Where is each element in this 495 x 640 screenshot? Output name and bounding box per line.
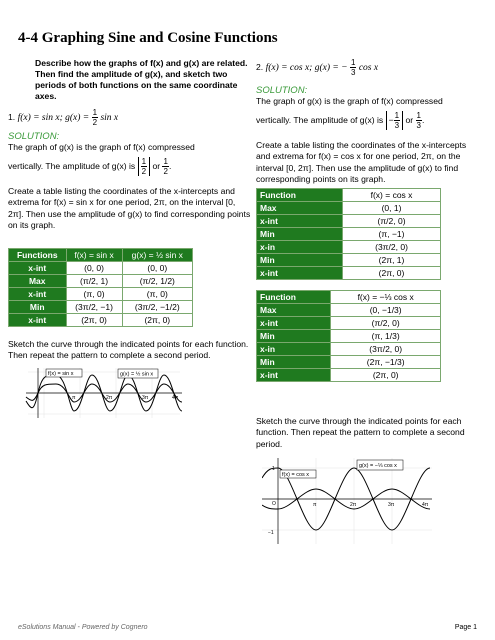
- p1-function: 1. f(x) = sin x; g(x) = $\frac{1}{2}$ sin x: [8, 108, 119, 127]
- p1-tick-3: 3π: [142, 394, 149, 401]
- p1-table-intro: Create a table listing the coordinates of the x-intercepts and extrema for f(x) = sin x for one period, 2π, on the interval [0, 2π]. Then use the amplitude of g(x) to find corresponding points on its graph.: [8, 185, 251, 230]
- p2-tick-1: π: [313, 502, 317, 508]
- footer-source: eSolutions Manual - Powered by Cognero: [18, 624, 148, 631]
- table-row: x-int (π/2, 0): [257, 316, 441, 329]
- instructions: Describe how the graphs of f(x) and g(x) are related. Then find the amplitude of g(x), and sketch two periods of both functions on the same coordinate axes.: [35, 58, 248, 101]
- page-title: 4-4 Graphing Sine and Cosine Functions: [18, 30, 278, 46]
- table-row: x-int (2π, 0): [257, 266, 441, 279]
- p2-tick-3: 3π: [388, 502, 395, 508]
- p2-y-1: 1: [272, 466, 275, 472]
- problem-1: [8, 58, 252, 425]
- p2-desc: The graph of g(x) is the graph of f(x) compressed: [256, 96, 443, 106]
- p2-graph-label-g: g(x) = −⅓ cos x: [359, 463, 397, 469]
- p1-graph-label-g: g(x) = ½ sin x: [120, 371, 154, 377]
- table-row: Max (0, 1): [257, 201, 441, 214]
- p1-tick-4: 4π: [172, 394, 179, 401]
- p1-graph: [24, 366, 184, 420]
- table-row: Min (3π/2, −1) (3π/2, −1/2): [9, 300, 193, 313]
- table-row: Min (2π, −1/3): [257, 355, 441, 368]
- p1-table: [8, 248, 193, 327]
- table-row: Min (2π, 1): [257, 253, 441, 266]
- p2-solution-label: SOLUTION:: [256, 85, 308, 96]
- p2-function: 2. f(x) = cos x; g(x) = − $\frac{1}{3}$ cos x: [256, 58, 379, 77]
- table-row: Min (π, 1/3): [257, 329, 441, 342]
- table-row: x-int (0, 0) (0, 0): [9, 261, 193, 274]
- p1-table-header-2: g(x) = ½ sin x: [122, 248, 192, 261]
- p2-sketch-text: Sketch the curve through the indicated points for each function. Then repeat the pattern to complete a second period.: [256, 415, 465, 449]
- p1-solution-label: SOLUTION:: [8, 131, 60, 142]
- p1-sketch-text: Sketch the curve through the indicated points for each function. Then repeat the pattern to complete a second period.: [8, 338, 249, 360]
- p1-graph-label-f: f(x) = sin x: [48, 370, 74, 377]
- table-row: Min (π, −1): [257, 227, 441, 240]
- p2-y-origin: O: [272, 501, 276, 507]
- p2-graph-label-f: f(x) = cos x: [282, 472, 310, 478]
- p1-tick-2: 2π: [106, 394, 113, 401]
- table-row: x-int (2π, 0): [257, 368, 441, 381]
- table-row: x-int (π, 0) (π, 0): [9, 287, 193, 300]
- p2-table-intro: Create a table listing the coordinates of the x-intercepts and extrema for f(x) = cos x for one period, 2π, on the interval [0, 2π]. Then use the amplitude of g(x) to find corresponding points on its graph.: [256, 139, 467, 184]
- p2-table-1: Function f(x) = cos x Max (0, 1) x-int (π/2, 0) Min (π, −1) x-in (3π/2, 0) Min (2π, 1) x-int (2π, 0): [256, 188, 441, 280]
- p1-tick-1: π: [72, 394, 76, 401]
- problem-2: [256, 58, 474, 549]
- table-row: x-int (π/2, 0): [257, 214, 441, 227]
- p2-tick-4: 4π: [422, 502, 429, 508]
- p1-g-fraction: $\frac{1}{2}$: [92, 108, 98, 127]
- p1-table-header-0: Functions: [9, 248, 67, 261]
- p1-table-header-1: f(x) = sin x: [66, 248, 122, 261]
- table-row: Max (π/2, 1) (π/2, 1/2): [9, 274, 193, 287]
- table-row: x-in (3π/2, 0): [257, 240, 441, 253]
- p2-tick-2: 2π: [350, 502, 357, 508]
- p2-y-neg1: −1: [268, 530, 274, 536]
- p2-table-2: Function f(x) = −⅓ cos x Max (0, −1/3) x-int (π/2, 0) Min (π, 1/3) x-in (3π/2, 0) Min (2π, −1/3) x-int (2π, 0): [256, 290, 441, 382]
- table-row: Max (0, −1/3): [257, 303, 441, 316]
- p1-amp: vertically. The amplitude of g(x) is $\frac{1}{2}$ or $\frac{1}{2}$ .: [8, 156, 172, 176]
- table-row: x-int (2π, 0) (2π, 0): [9, 313, 193, 326]
- table-row: x-in (3π/2, 0): [257, 342, 441, 355]
- p2-graph: [262, 458, 432, 544]
- page-number: Page 1: [454, 624, 477, 631]
- p1-desc: The graph of g(x) is the graph of f(x) compressed: [8, 142, 195, 152]
- p2-amp: vertically. The amplitude of g(x) is − $\frac{1}{3}$ or $\frac{1}{3}$ .: [256, 110, 425, 130]
